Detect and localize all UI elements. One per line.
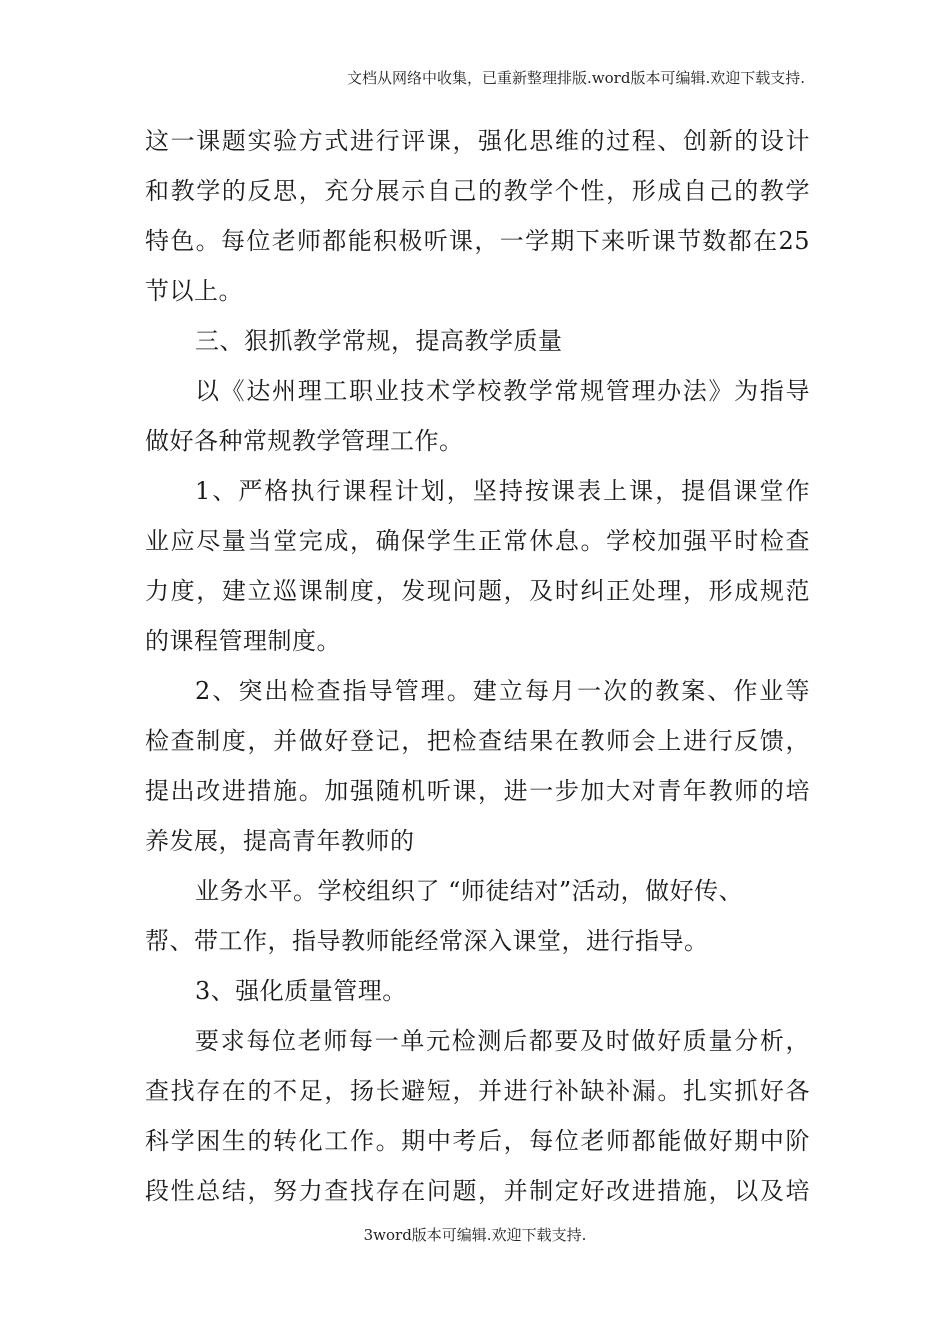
text-line: 提出改进措施。加强随机听课，进一步加大对青年教师的培 [145,777,810,805]
text-line: 节以上。 [145,277,243,305]
text-line: 做好各种常规教学管理工作。 [145,427,464,455]
text-line: 检查制度，并做好登记，把检查结果在教师会上进行反馈， [145,727,810,755]
page-header: 文档从网络中收集，已重新整理排版.word版本可编辑.欢迎下载支持. [347,69,805,87]
text-line: 业务水平。学校组织了 “师徒结对”活动，做好传、 [195,877,744,905]
text-line: 要求每位老师每一单元检测后都要及时做好质量分析， [195,1027,810,1055]
text-line: 和教学的反思，充分展示自己的教学个性，形成自己的教学 [145,177,810,205]
text-line: 以《达州理工职业技术学校教学常规管理办法》为指导 [195,377,810,405]
text-line: 业应尽量当堂完成，确保学生正常休息。学校加强平时检查 [145,527,810,555]
text-line: 查找存在的不足，扬长避短，并进行补缺补漏。扎实抓好各 [145,1077,810,1105]
text-line: 特色。每位老师都能积极听课，一学期下来听课节数都在25 [145,227,810,255]
text-line: 力度，建立巡课制度，发现问题，及时纠正处理，形成规范 [145,577,810,605]
text-line: 的课程管理制度。 [145,627,341,655]
text-line: 帮、带工作，指导教师能经常深入课堂，进行指导。 [145,927,709,955]
text-line: 养发展，提高青年教师的 [145,827,415,855]
text-line: 2、突出检查指导管理。建立每月一次的教案、作业等 [195,677,810,705]
page-footer: 3word版本可编辑.欢迎下载支持. [363,1226,587,1244]
body-text [145,116,810,1216]
section-heading: 3、强化质量管理。 [195,977,407,1005]
text-line: 这一课题实验方式进行评课，强化思维的过程、创新的设计 [145,127,810,155]
section-heading: 三、狠抓教学常规，提高教学质量 [195,327,563,355]
text-line: 1、严格执行课程计划，坚持按课表上课，提倡课堂作 [195,477,810,505]
text-line: 科学困生的转化工作。期中考后，每位老师都能做好期中阶 [145,1127,810,1155]
text-line: 段性总结，努力查找存在问题，并制定好改进措施，以及培 [145,1177,810,1205]
